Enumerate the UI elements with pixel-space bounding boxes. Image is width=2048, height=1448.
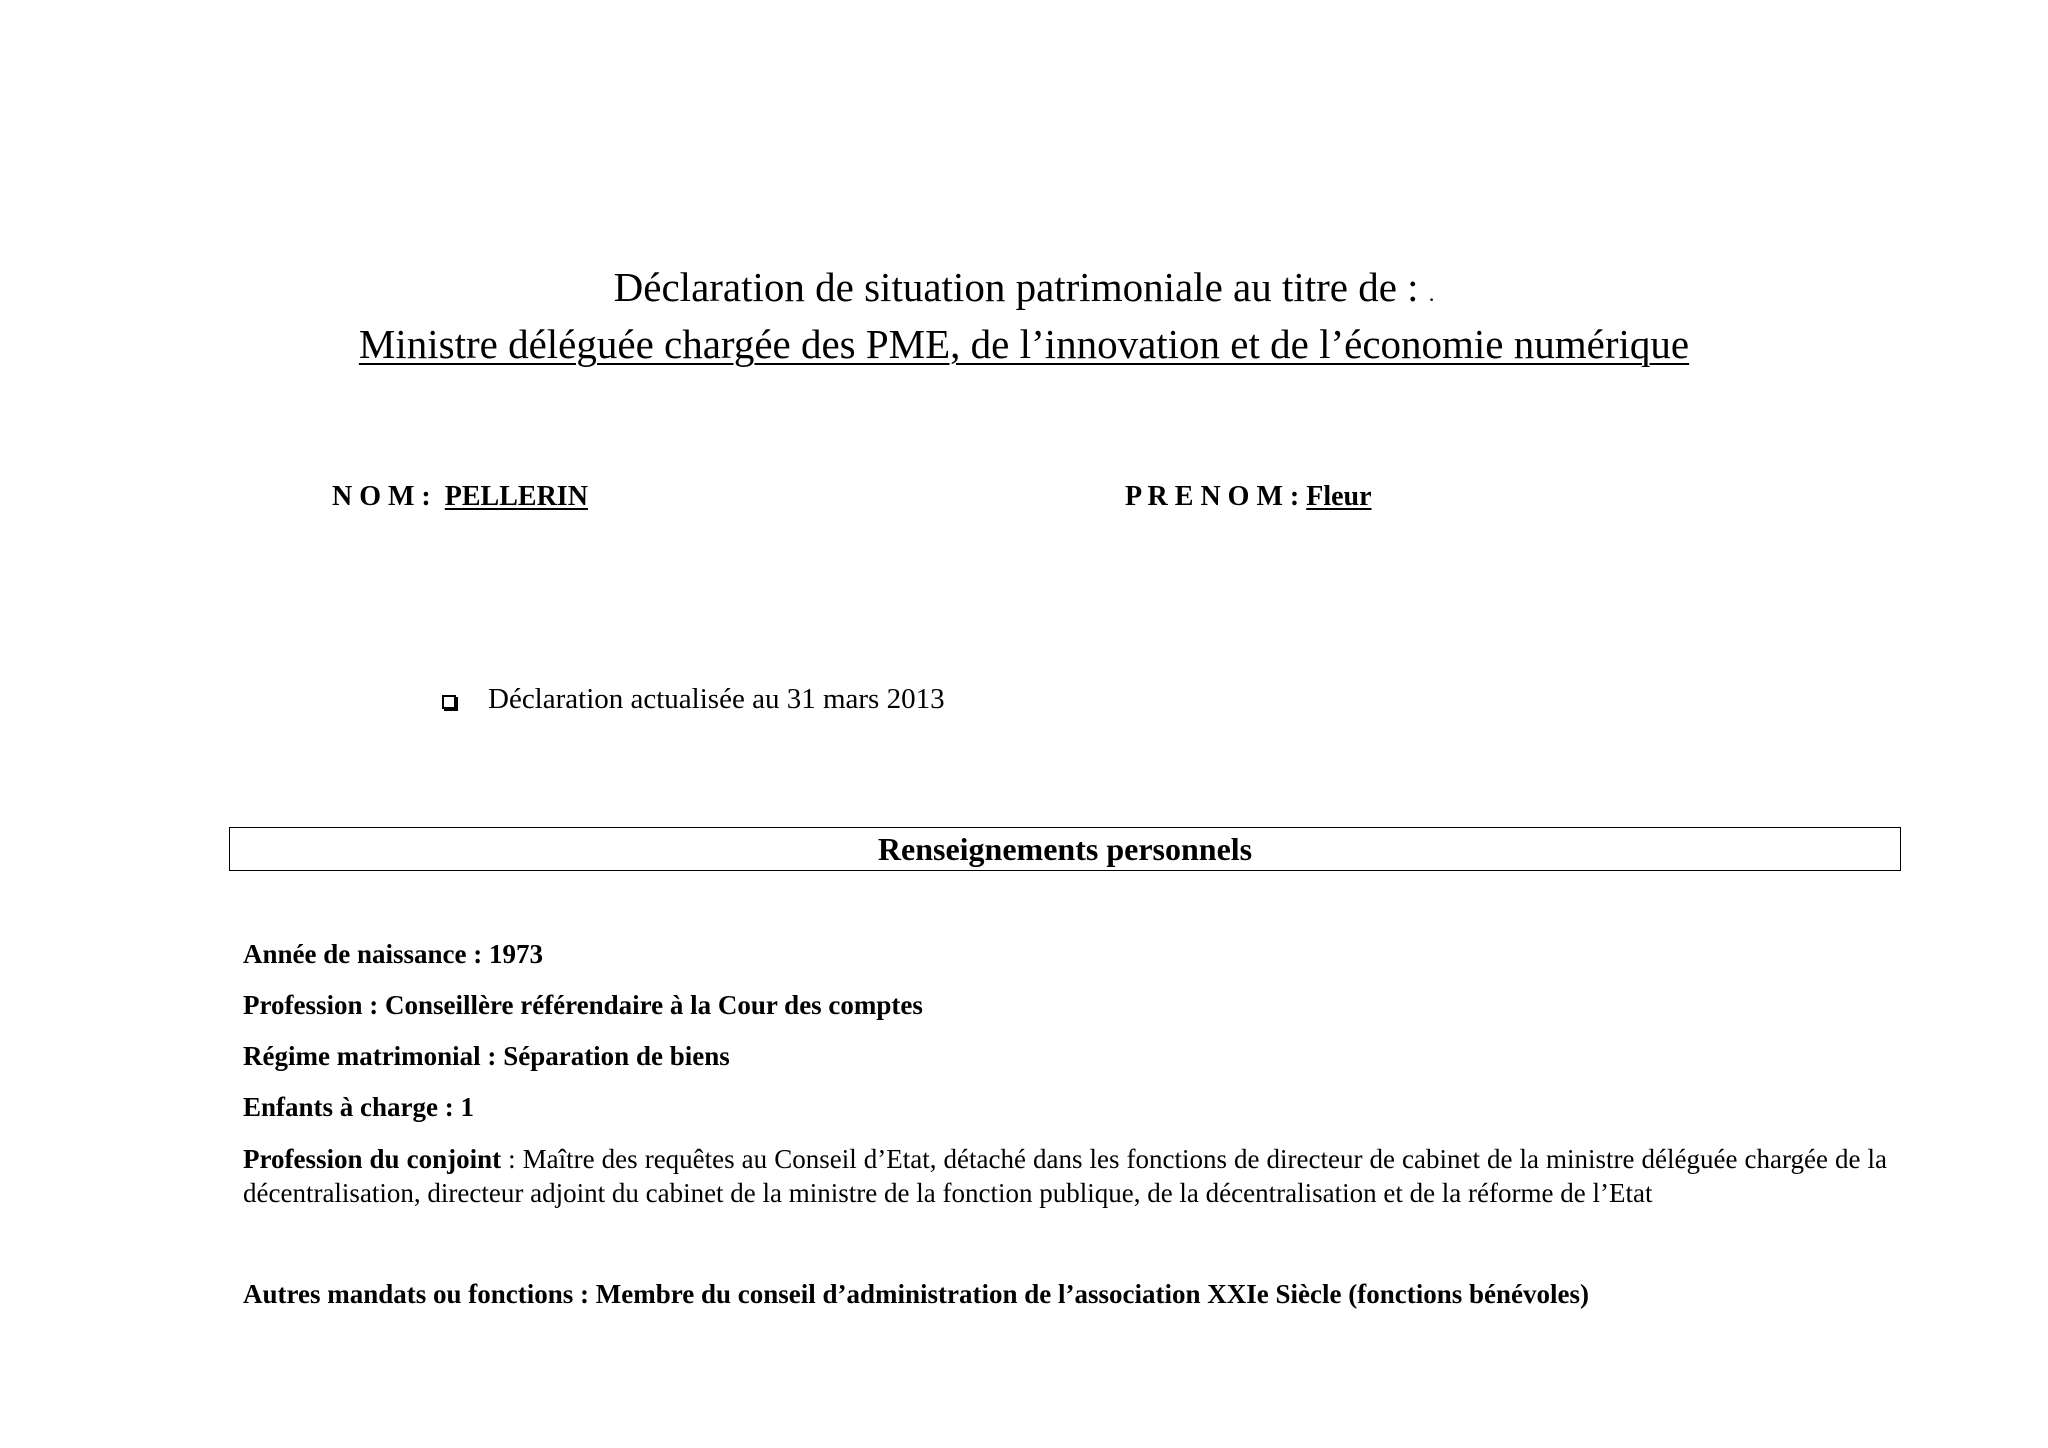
title-line-2: Ministre déléguée chargée des PME, de l’innovation et de l’économie numérique [358,321,1690,367]
section-title: Renseignements personnels [877,831,1253,867]
other-mandates-row [243,1277,1887,1311]
regime-label: Régime matrimonial : [243,1041,497,1071]
nom-label: N O M : [332,481,431,512]
children-row [243,1090,1887,1124]
declaration-status [442,683,945,716]
regime-value: Séparation de biens [503,1041,730,1071]
nom-value: PELLERIN [444,481,588,512]
title-line-1 [0,262,2048,319]
prenom-field [1125,481,1372,513]
birth-year-row [243,937,1887,971]
birth-year-label: Année de naissance : [243,939,483,969]
prenom-value: Fleur [1306,481,1372,512]
birth-year-value: 1973 [489,939,544,969]
prenom-label: P R E N O M : [1125,481,1300,512]
profession-value: Conseillère référendaire à la Cour des comptes [385,990,923,1020]
title-stray-mark: . [1428,281,1435,306]
spouse-profession-label: Profession du conjoint [243,1144,502,1174]
other-mandates-label: Autres mandats ou fonctions : [243,1279,590,1309]
checkbox-square-icon [442,695,456,709]
declaration-status-text: Déclaration actualisée au 31 mars 2013 [488,683,945,715]
other-mandates-value: Membre du conseil d’administration de l’association XXIe Siècle (fonctions bénévoles) [595,1279,1589,1309]
regime-row [243,1039,1887,1073]
title-line-1-text: Déclaration de situation patrimoniale au titre de : [613,264,1419,310]
children-value: 1 [460,1092,474,1122]
profession-label: Profession : [243,990,379,1020]
spouse-profession-row [243,1142,1887,1210]
document-title [0,262,2048,369]
nom-field [332,481,588,513]
profession-row [243,988,1887,1022]
children-label: Enfants à charge : [243,1092,454,1122]
section-header [229,827,1901,871]
spouse-profession-value: : Maître des requêtes au Conseil d’Etat, détaché dans les fonctions de directeur de cabinet de la ministre déléguée chargée de la décentralisation, directeur adjoint du cabinet de la ministre de la fonction publique, de la décentralisation et de la réforme de l’Etat [243,1144,1887,1208]
